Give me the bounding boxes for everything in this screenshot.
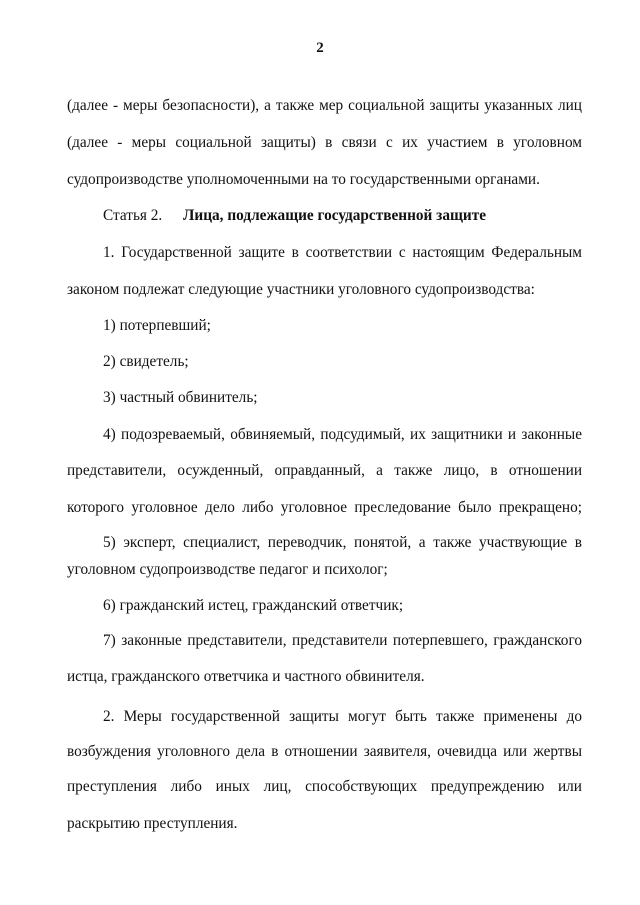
page-number: 2	[316, 40, 324, 56]
text-line: уголовном судопроизводстве педагог и психолог;	[67, 561, 388, 578]
list-item: 6) гражданский истец, гражданский ответчик;	[103, 597, 404, 614]
list-item: 4) подозреваемый, обвиняемый, подсудимый, их защитники и законные	[103, 426, 582, 443]
text-line: (далее - меры социальной защиты) в связи с их участием в уголовном	[67, 134, 582, 151]
list-item: 1) потерпевший;	[103, 317, 211, 334]
text-line: 2. Меры государственной защиты могут быть также применены до	[103, 708, 582, 725]
text-line: законом подлежат следующие участники уголовного судопроизводства:	[67, 281, 535, 298]
article-heading	[103, 206, 487, 226]
list-item: 5) эксперт, специалист, переводчик, понятой, а также участвующие в	[103, 534, 582, 551]
text-line: судопроизводстве уполномоченными на то государственными органами.	[67, 171, 540, 188]
text-line: раскрытию преступления.	[67, 815, 238, 832]
article-label: Статья 2.	[103, 207, 163, 224]
text-line: представители, осужденный, оправданный, а также лицо, в отношении	[67, 462, 582, 479]
text-line: преступления либо иных лиц, способствующих предупреждению или	[67, 778, 582, 795]
list-item: 7) законные представители, представители потерпевшего, гражданского	[103, 632, 582, 649]
text-line: истца, гражданского ответчика и частного обвинителя.	[67, 668, 425, 685]
text-line: 1. Государственной защите в соответствии с настоящим Федеральным	[103, 244, 582, 261]
list-item: 2) свидетель;	[103, 353, 189, 370]
text-line: (далее - меры безопасности), а также мер социальной защиты указанных лиц	[67, 97, 582, 114]
text-line: возбуждения уголовного дела в отношении заявителя, очевидца или жертвы	[67, 743, 582, 760]
list-item: 3) частный обвинитель;	[103, 389, 258, 406]
article-title: Лица, подлежащие государственной защите	[183, 207, 487, 224]
text-line: которого уголовное дело либо уголовное преследование было прекращено;	[67, 499, 582, 516]
